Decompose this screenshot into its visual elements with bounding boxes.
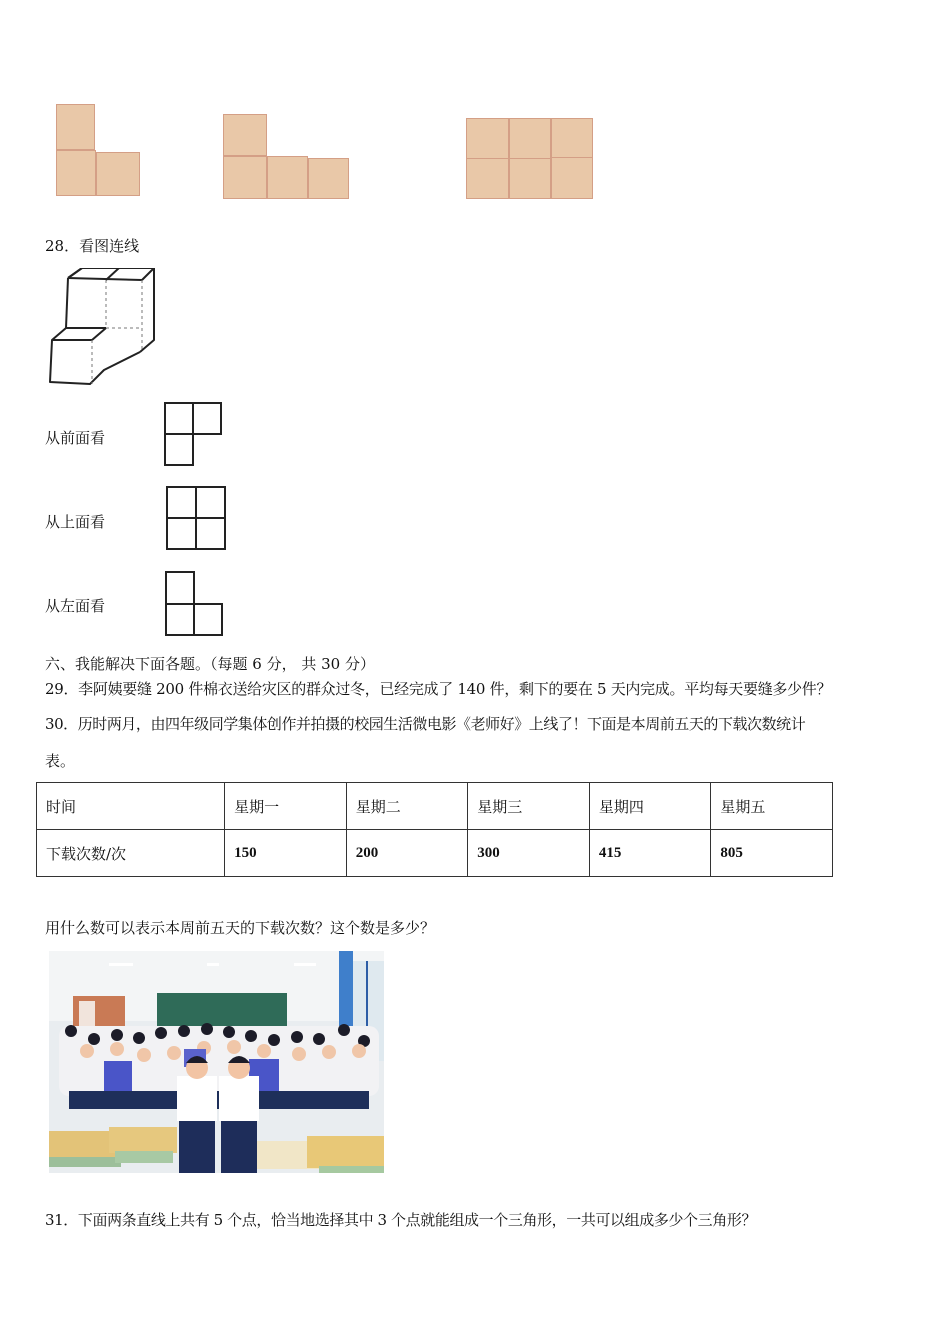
view-label-top: 从上面看: [45, 513, 106, 531]
question-30-prompt: 用什么数可以表示本周前五天的下载次数？这个数是多少？: [45, 919, 436, 937]
table-cell: 300: [468, 830, 590, 877]
table-header-row: [37, 783, 833, 830]
view-label-left: 从左面看: [45, 597, 106, 615]
table-cell: 200: [346, 830, 468, 877]
table-cell: 150: [225, 830, 347, 877]
front-view-grid[interactable]: [164, 402, 224, 466]
top-view-grid[interactable]: [166, 486, 226, 550]
table-cell: 下载次数/次: [37, 830, 225, 877]
shape-rectangle-six-squares: [466, 118, 593, 199]
question-29-text: 29．李阿姨要缝 200 件棉衣送给灾区的群众过冬，已经完成了 140 件，剩下的要在 5 天内完成。平均每天要缝多少件？: [45, 680, 832, 698]
table-row: [37, 830, 833, 877]
table-cell: 星期三: [468, 783, 590, 830]
table-cell: 时间: [37, 783, 225, 830]
table-cell: 星期二: [346, 783, 468, 830]
left-view-grid[interactable]: [165, 571, 223, 636]
view-label-front: 从前面看: [45, 429, 106, 447]
download-count-table: [36, 782, 833, 877]
table-cell: 星期五: [711, 783, 833, 830]
table-cell: 415: [589, 830, 711, 877]
shape-l-three-squares: [56, 104, 140, 198]
table-cell: 星期四: [589, 783, 711, 830]
section-6-heading: 六、我能解决下面各题。（每题 6 分， 共 30 分）: [45, 655, 375, 673]
cube-solid-figure: [44, 268, 159, 386]
table-cell: 805: [711, 830, 833, 877]
classroom-photo: [49, 951, 384, 1173]
table-cell: 星期一: [225, 783, 347, 830]
question-28-title: 28．看图连线: [45, 237, 140, 255]
question-31-text: 31．下面两条直线上共有 5 个点，恰当地选择其中 3 个点就能组成一个三角形，一共可以组成多少个三角形？: [45, 1211, 757, 1229]
shape-l-four-squares: [223, 114, 351, 200]
question-30-line1: 30．历时两月，由四年级同学集体创作并拍摄的校园生活微电影《老师好》上线了！下面是本周前五天的下载次数统计: [45, 715, 806, 733]
question-30-line2: 表。: [45, 752, 76, 770]
